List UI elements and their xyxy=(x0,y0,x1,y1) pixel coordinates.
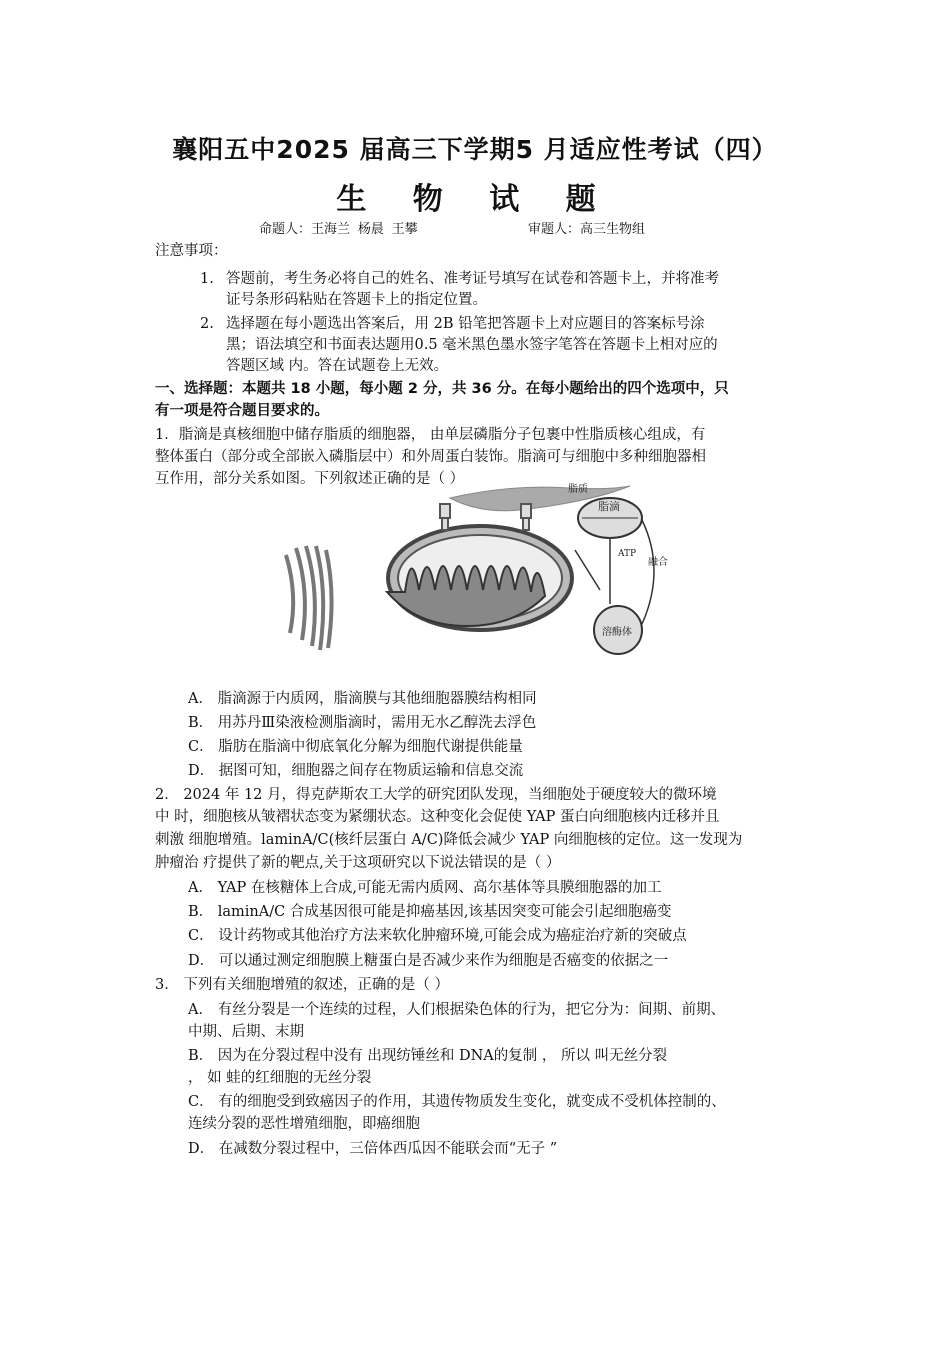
q1-stem: 1．脂滴是真核细胞中储存脂质的细胞器， 由单层磷脂分子包裹中性脂质核心组成，有 xyxy=(155,427,706,443)
q1-stem: 整体蛋白（部分或全部嵌入磷脂层中）和外周蛋白装饰。脂滴可与细胞中多种细胞器相 xyxy=(155,449,706,465)
notice-line: 答题前，考生务必将自己的姓名、准考证号填写在试卷和答题卡上，并将准考 xyxy=(226,271,719,287)
q2-option-c: C． 设计药物或其他治疗方法来软化肿瘤环境,可能会成为癌症治疗新的突破点 xyxy=(188,928,687,944)
q3-stem: 3． 下列有关细胞增殖的叙述，正确的是（ ） xyxy=(155,977,449,993)
q3-option-c: C． 有的细胞受到致癌因子的作用，其遗传物质发生变化，就变成不受机体控制的、 xyxy=(188,1094,726,1110)
notice-label: 注意事项： xyxy=(155,243,228,259)
notice-line: 选择题在每小题选出答案后，用 2B 铅笔把答题卡上对应题目的答案标号涂 xyxy=(226,316,705,332)
notice-number: 1. xyxy=(200,271,214,287)
notice-number: 2. xyxy=(200,316,214,332)
q3-option-a: A． 有丝分裂是一个连续的过程，人们根据染色体的行为，把它分为：间期、前期、 xyxy=(188,1002,726,1018)
mitochondrion xyxy=(387,526,572,630)
section-heading: 有一项是符合题目要求的。 xyxy=(155,403,329,419)
q2-stem: 肿瘤治 疗提供了新的靶点,关于这项研究以下说法错误的是（ ） xyxy=(155,855,561,871)
notice-line: 黑；语法填空和书面表达题用0.5 毫米黑色墨水签字笔答在答题卡上相对应的 xyxy=(226,337,718,353)
subject-title: 生 物 试 题 xyxy=(336,182,614,217)
q3-option-a-cont: 中期、后期、末期 xyxy=(188,1024,304,1040)
notice-line: 证号条形码粘贴在答题卡上的指定位置。 xyxy=(226,292,487,308)
q2-option-d: D． 可以通过测定细胞膜上糖蛋白是否减少来作为细胞是否癌变的依据之一 xyxy=(188,953,669,969)
q1-option-b: B． 用苏丹Ⅲ染液检测脂滴时，需用无水乙醇洗去浮色 xyxy=(188,715,537,731)
label-atp: ATP xyxy=(618,549,637,559)
organelle-diagram xyxy=(270,480,690,670)
notice-line: 答题区域 内。答在试题卷上无效。 xyxy=(226,358,449,374)
q1-option-c: C． 脂肪在脂滴中彻底氧化分解为细胞代谢提供能量 xyxy=(188,739,523,755)
label-fusion: 融合 xyxy=(648,557,668,568)
q1-option-d: D． 据图可知，细胞器之间存在物质运输和信息交流 xyxy=(188,763,524,779)
q1-option-a: A． 脂滴源于内质网，脂滴膜与其他细胞器膜结构相同 xyxy=(188,691,537,707)
q2-stem: 中 时，细胞核从皱褶状态变为紧绷状态。这种变化会促使 YAP 蛋白向细胞核内迁移并且 xyxy=(155,809,720,825)
exam-title: 襄阳五中2025 届高三下学期5 月适应性考试（四） xyxy=(172,135,778,164)
q1-stem: 互作用，部分关系如图。下列叙述正确的是（ ） xyxy=(155,471,465,487)
section-heading: 一、选择题：本题共 18 小题，每小题 2 分，共 36 分。在每小题给出的四个选项中，只 xyxy=(155,381,729,397)
authors-left: 命题人：王海兰 杨晨 王攀 xyxy=(259,222,418,237)
q2-stem: 2． 2024 年 12 月，得克萨斯农工大学的研究团队发现，当细胞处于硬度较大的微环境 xyxy=(155,787,717,803)
endoplasmic-reticulum xyxy=(286,546,332,650)
q2-stem: 刺激 细胞增殖。laminA/C(核纤层蛋白 A/C)降低会减少 YAP 向细胞核的定位。这一发现为 xyxy=(155,832,743,848)
q3-option-c-cont: 连续分裂的恶性增殖细胞，即癌细胞 xyxy=(188,1116,420,1132)
q3-option-b: B． 因为在分裂过程中没有 出现纺锤丝和 DNA的复制 ， 所以 叫无丝分裂 xyxy=(188,1048,668,1064)
q3-option-b-cont: ， 如 蛙的红细胞的无丝分裂 xyxy=(188,1070,372,1086)
authors-right: 审题人：高三生物组 xyxy=(528,222,646,237)
label-droplet: 脂滴 xyxy=(598,500,620,513)
label-lipid: 脂质 xyxy=(568,484,588,495)
q2-option-b: B． laminA/C 合成基因很可能是抑癌基因,该基因突变可能会引起细胞癌变 xyxy=(188,904,672,920)
q3-option-d: D． 在减数分裂过程中，三倍体西瓜因不能联会而“无子 ” xyxy=(188,1141,558,1157)
q2-option-a: A． YAP 在核糖体上合成,可能无需内质网、高尔基体等具膜细胞器的加工 xyxy=(188,880,662,896)
label-lysosome: 溶酶体 xyxy=(602,627,632,638)
